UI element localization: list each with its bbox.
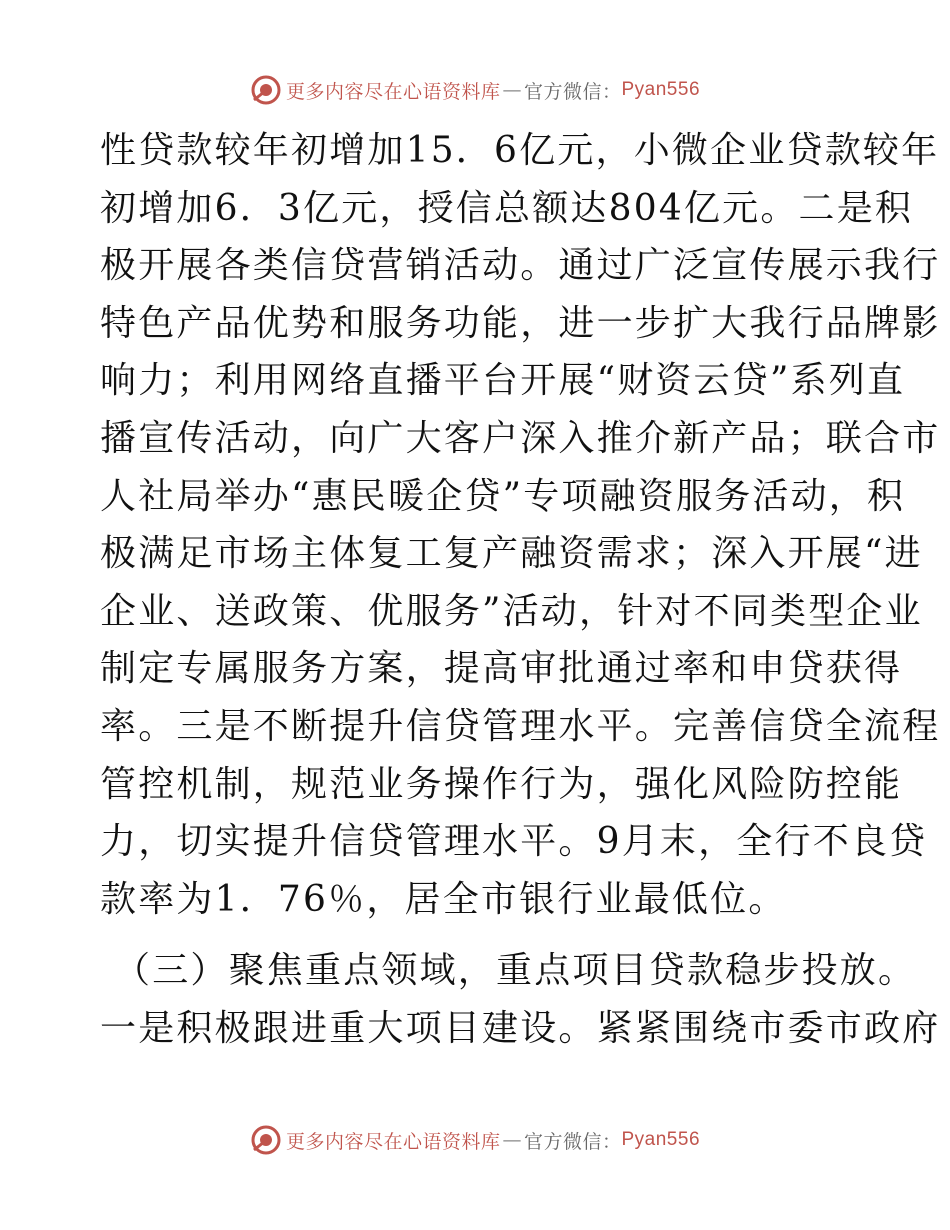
watermark-wechat-label: 官方微信：	[523, 80, 622, 103]
section-heading: （三）聚焦重点领域，重点项目贷款稳步投放。	[114, 950, 917, 992]
body-line: 企业、送政策、优服务”活动，针对不同类型企业	[100, 590, 923, 632]
watermark-wechat-id: Pyan556	[621, 79, 701, 100]
body-line: 人社局举办“惠民暖企贷”专项融资服务活动，积	[100, 475, 906, 517]
body-line: 一是积极跟进重大项目建设。紧紧围绕市委市政府	[100, 1007, 941, 1049]
body-line: 播宣传活动，向广大客户深入推介新产品；联合市	[100, 417, 941, 459]
watermark-wechat-id: Pyan556	[621, 1129, 701, 1150]
document-body	[100, 122, 941, 1058]
logo-icon	[250, 1124, 282, 1156]
watermark-separator: —	[502, 79, 522, 101]
body-line: 特色产品优势和服务功能，进一步扩大我行品牌影	[100, 302, 941, 344]
watermark-text: 更多内容尽在心语资料库	[285, 80, 501, 103]
watermark-text: 更多内容尽在心语资料库	[285, 1130, 501, 1153]
watermark-header	[0, 74, 950, 106]
body-line: 力，切实提升信贷管理水平。9月末，全行不良贷	[100, 821, 928, 863]
body-line: 极开展各类信贷营销活动。通过广泛宣传展示我行	[100, 245, 941, 287]
watermark-footer	[0, 1124, 950, 1156]
body-line: 款率为1．76％，居全市银行业最低位。	[100, 878, 787, 920]
body-line: 制定专属服务方案，提高审批通过率和申贷获得	[100, 648, 903, 690]
watermark-wechat-label: 官方微信：	[523, 1130, 622, 1153]
body-line: 响力；利用网络直播平台开展“财资云贷”系列直	[100, 360, 906, 402]
body-line: 极满足市场主体复工复产融资需求；深入开展“进	[100, 533, 923, 575]
logo-icon	[250, 74, 282, 106]
body-line: 初增加6．3亿元，授信总额达804亿元。二是积	[100, 187, 914, 229]
body-line: 性贷款较年初增加15．6亿元，小微企业贷款较年	[100, 130, 940, 171]
watermark-separator: —	[502, 1129, 522, 1151]
body-line: 管控机制，规范业务操作行为，强化风险防控能	[100, 763, 903, 805]
body-line: 率。三是不断提升信贷管理水平。完善信贷全流程	[100, 705, 941, 747]
